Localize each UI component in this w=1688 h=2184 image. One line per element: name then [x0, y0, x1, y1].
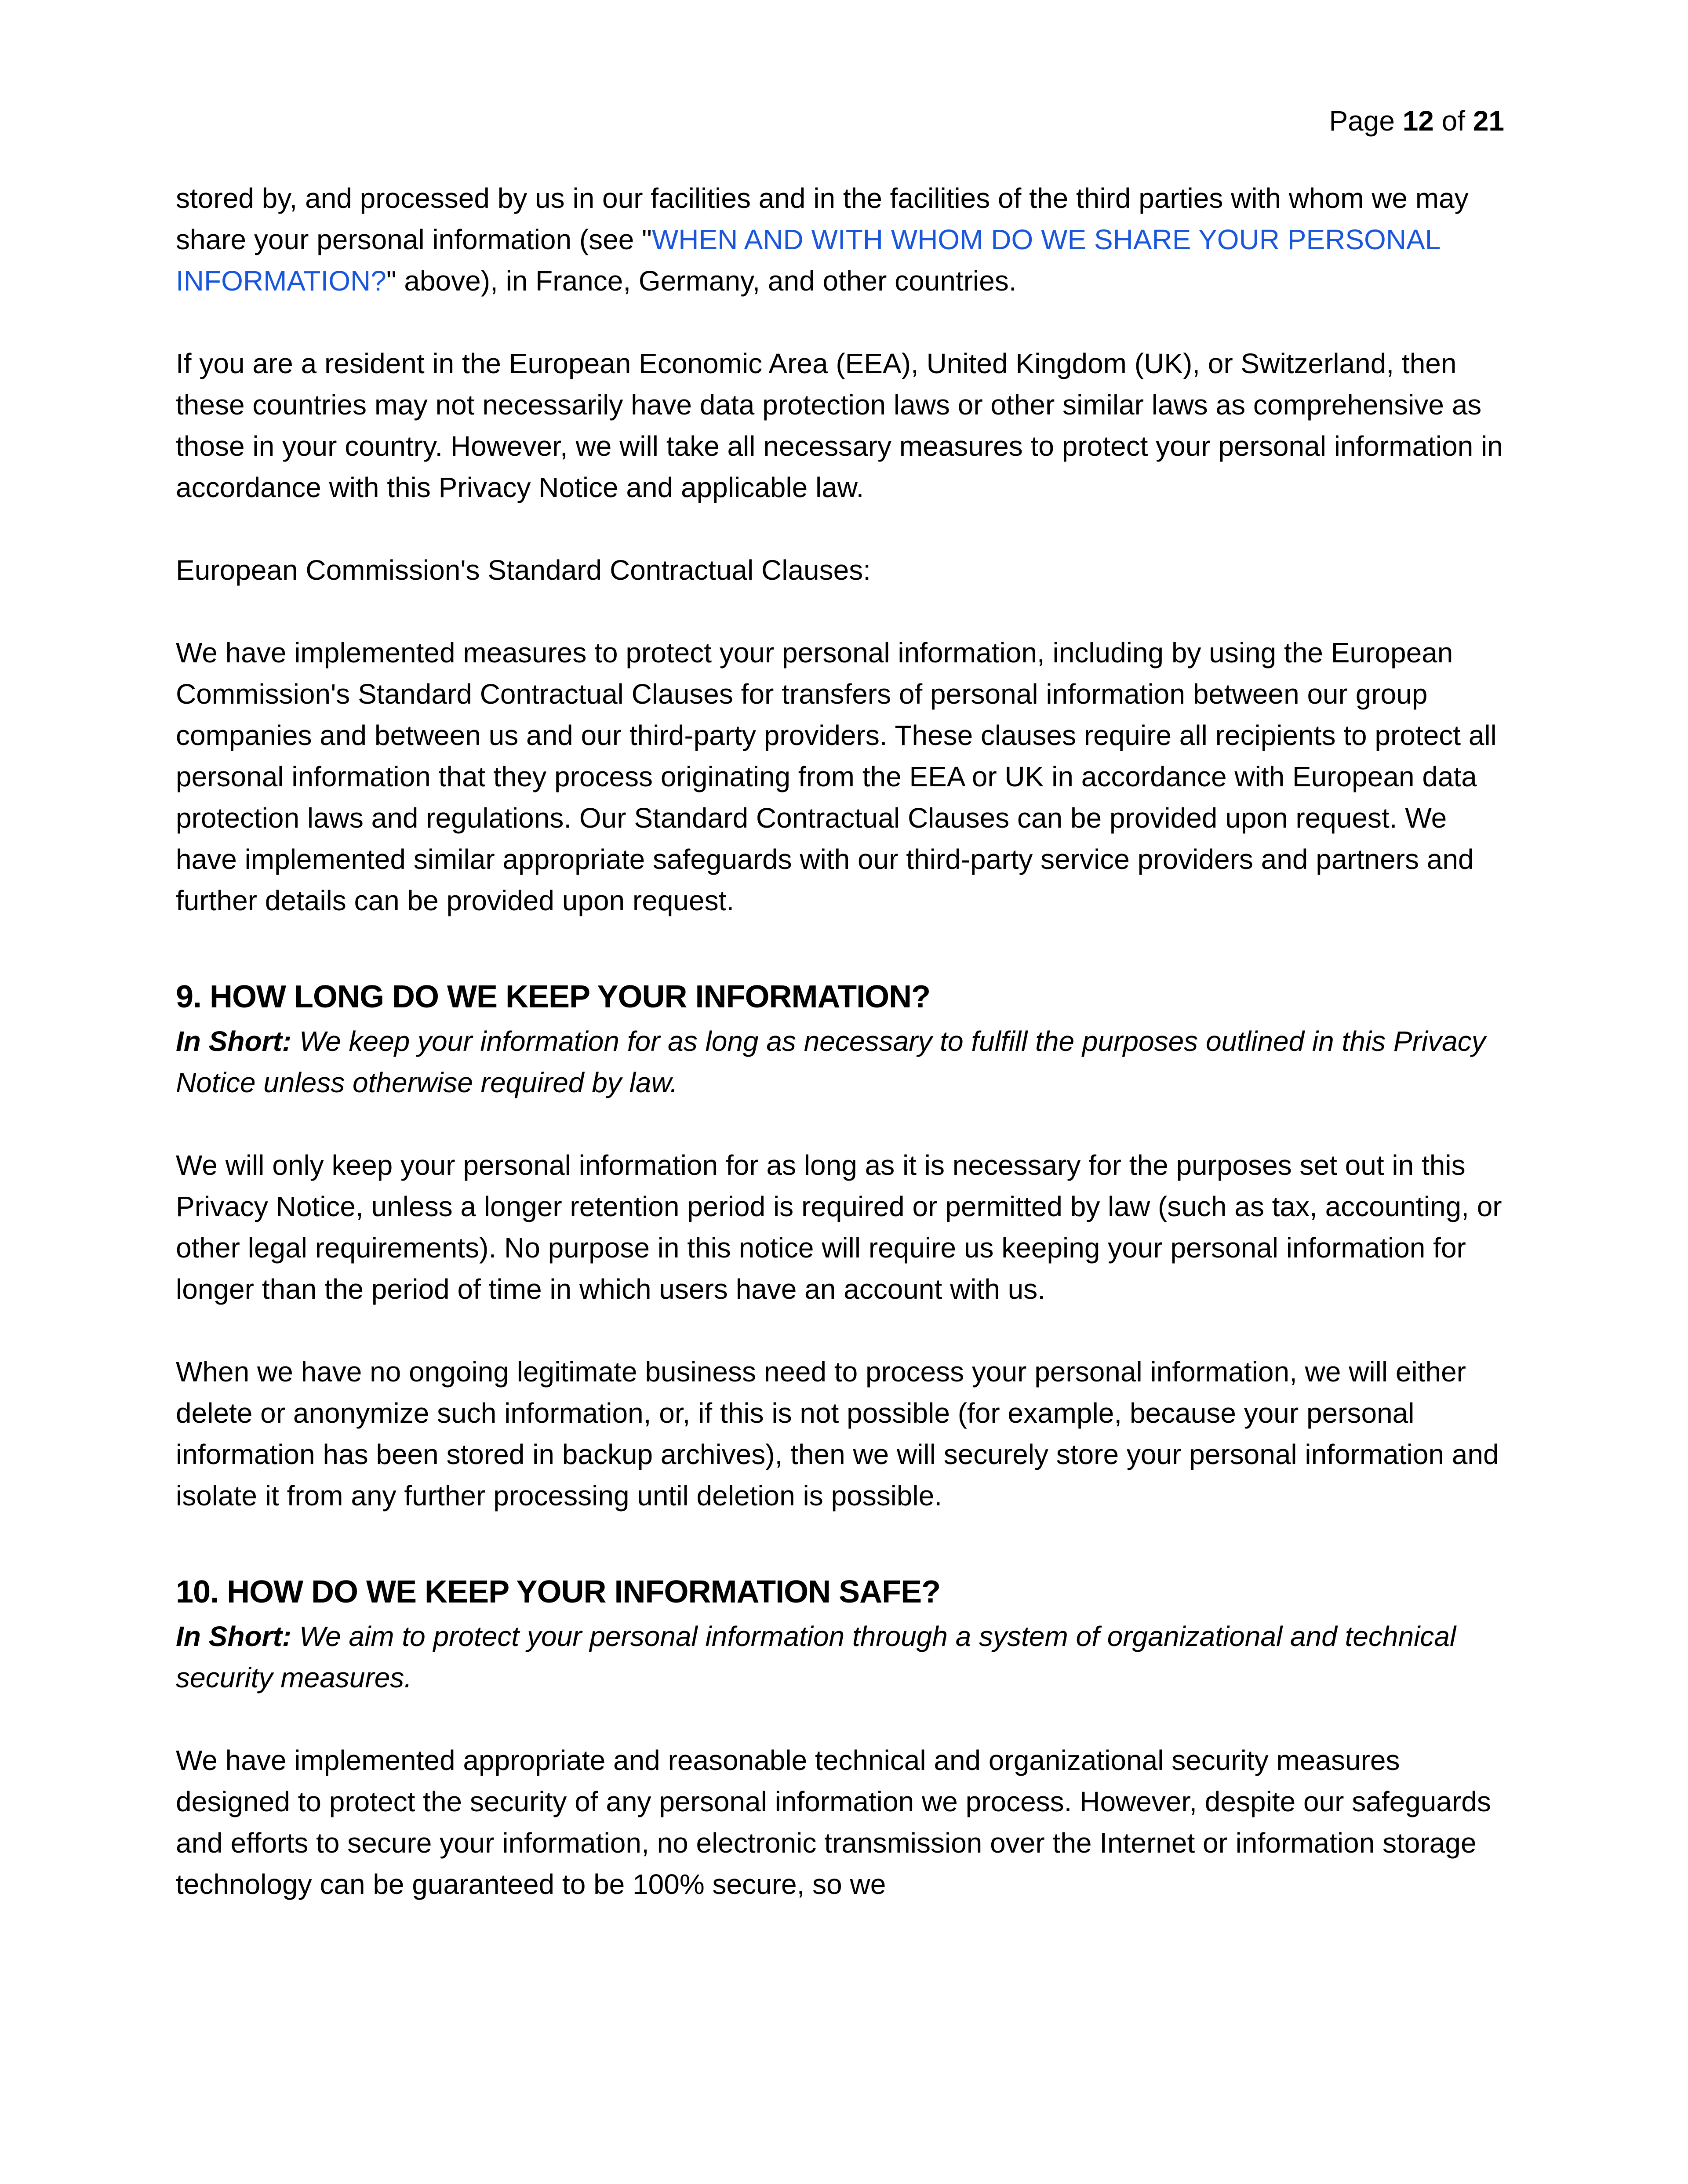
paragraph-gap — [176, 1698, 1508, 1740]
section-10-heading: 10. HOW DO WE KEEP YOUR INFORMATION SAFE? — [176, 1574, 941, 1610]
page-separator: of — [1441, 105, 1466, 137]
section-10-summary — [176, 1616, 1508, 1698]
section-9-summary — [176, 1021, 1508, 1103]
scc-title: European Commission's Standard Contractual Clauses: — [176, 554, 871, 586]
paragraph-gap — [176, 302, 1508, 343]
total-pages: 21 — [1473, 105, 1504, 137]
current-page: 12 — [1402, 105, 1434, 137]
paragraph-gap — [176, 508, 1508, 549]
scc-paragraph: We have implemented measures to protect your personal information, including by using the European Commission's Standard Contractual Clauses for transfers of personal information between our group companies and between us and our third-party providers. These clauses require all recipients to protect all personal information that they process originating from the EEA or UK in accordance with European data protection laws and regulations. Our Standard Contractual Clauses can be provided upon request. We have implemented similar appropriate safeguards with our third-party service providers and partners and further details can be provided upon request. — [176, 637, 1497, 916]
in-short-label: In Short: — [176, 1025, 292, 1057]
intro-paragraph — [176, 178, 1508, 302]
residence-paragraph: If you are a resident in the European Economic Area (EEA), United Kingdom (UK), or Switzerland, then these countries may not necessarily have data protection laws or other similar laws as comprehensive as those in your country. However, we will take all necessary measures to protect your personal information in accordance with this Privacy Notice and applicable law. — [176, 348, 1503, 503]
in-short-text: We aim to protect your personal information through a system of organizational and technical security measures. — [176, 1621, 1456, 1693]
page-prefix: Page — [1329, 105, 1395, 137]
document-body — [176, 178, 1508, 1905]
paragraph-gap — [176, 1310, 1508, 1351]
page-number — [1329, 100, 1504, 142]
intro-text-before-link: stored by, and processed by us in our facilities and in the facilities of the third parties with whom we may share your personal information (see " — [176, 182, 1469, 255]
in-short-text: We keep your information for as long as necessary to fulfill the purposes outlined in this Privacy Notice unless otherwise required by law. — [176, 1025, 1486, 1098]
section-9-paragraph-2: When we have no ongoing legitimate business need to process your personal information, we will either delete or anonymize such information, or, if this is not possible (for example, because your personal information has been stored in backup archives), then we will securely store your personal information and isolate it from any further processing until deletion is possible. — [176, 1356, 1499, 1512]
section-9-paragraph-1: We will only keep your personal information for as long as it is necessary for the purposes set out in this Privacy Notice, unless a longer retention period is required or permitted by law (such as tax, accounting, or other legal requirements). No purpose in this notice will require us keeping your personal information for longer than the period of time in which users have an account with us. — [176, 1149, 1502, 1305]
section-10-paragraph-1: We have implemented appropriate and reasonable technical and organizational security measures designed to protect the security of any personal information we process. However, despite our safeguards and efforts to secure your information, no electronic transmission over the Internet or information storage technology can be guaranteed to be 100% secure, so we — [176, 1744, 1491, 1900]
paragraph-gap — [176, 1103, 1508, 1145]
intro-text-after-link: " above), in France, Germany, and other countries. — [386, 265, 1017, 297]
in-short-label: In Short: — [176, 1621, 292, 1652]
section-9-heading: 9. HOW LONG DO WE KEEP YOUR INFORMATION? — [176, 979, 931, 1014]
paragraph-gap — [176, 591, 1508, 632]
section-link[interactable]: WHEN AND WITH WHOM DO WE SHARE YOUR PERSONAL INFORMATION? — [176, 224, 1440, 297]
